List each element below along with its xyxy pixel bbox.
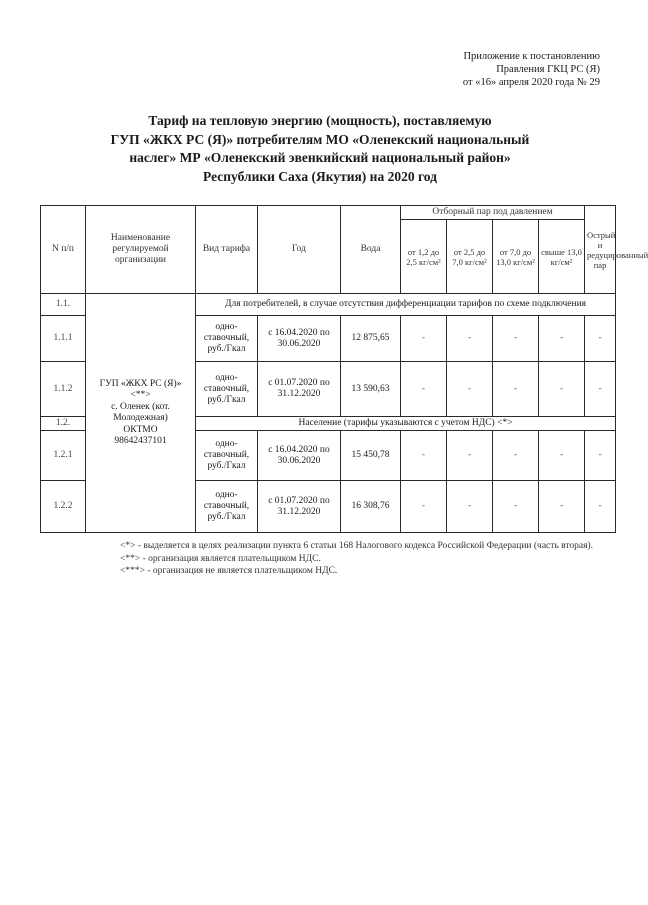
- section-num: 1.2.: [41, 417, 86, 431]
- title-line-3: наслег» МР «Оленекский эвенкийский национальный район»: [129, 150, 511, 165]
- org-cell: [86, 294, 196, 533]
- section-title: Население (тарифы указываются с учетом НДС) <*>: [196, 417, 616, 431]
- steam-2-cell: -: [447, 316, 493, 362]
- header-year: Год: [258, 206, 341, 294]
- footnotes: [60, 540, 605, 578]
- header-row-1: [41, 206, 616, 220]
- section-num: 1.1.: [41, 294, 86, 316]
- steam-1-cell: -: [401, 481, 447, 533]
- steam-4-cell: -: [539, 481, 585, 533]
- header-steam-group: Отборный пар под давлением: [401, 206, 585, 220]
- sharp-steam-cell: -: [585, 316, 616, 362]
- steam-4-cell: -: [539, 431, 585, 481]
- steam-3-cell: -: [493, 362, 539, 417]
- tariff-type-cell: одно-ставочный, руб./Гкал: [196, 431, 258, 481]
- sharp-steam-cell: -: [585, 431, 616, 481]
- footnote-not-vat-payer: <***> - организация не является плательщиком НДС.: [120, 566, 338, 576]
- header-sharp-steam: Острый и редуцированный пар: [585, 206, 616, 294]
- row-num: 1.1.1: [41, 316, 86, 362]
- water-value-cell: 16 308,76: [341, 481, 401, 533]
- steam-4-cell: -: [539, 316, 585, 362]
- section-title: Для потребителей, в случае отсутствия дифференциации тарифов по схеме подключения: [196, 294, 616, 316]
- footnote-vat-allocation: <*> - выделяется в целях реализации пункта 6 статьи 168 Налогового кодекса Российской Федерации (часть вторая).: [120, 541, 594, 551]
- sharp-steam-cell: -: [585, 481, 616, 533]
- tariff-type-cell: одно-ставочный, руб./Гкал: [196, 362, 258, 417]
- water-value-cell: 12 875,65: [341, 316, 401, 362]
- row-num: 1.2.2: [41, 481, 86, 533]
- steam-3-cell: -: [493, 316, 539, 362]
- appendix-line-3: от «16» апреля 2020 года № 29: [462, 77, 600, 88]
- tariff-type-cell: одно-ставочный, руб./Гкал: [196, 316, 258, 362]
- org-oktmo-value: 98642437101: [114, 436, 167, 446]
- tariff-table: [40, 205, 648, 533]
- water-value-cell: 13 590,63: [341, 362, 401, 417]
- water-value-cell: 15 450,78: [341, 431, 401, 481]
- org-name: ГУП «ЖКХ РС (Я)»: [99, 378, 182, 389]
- document-title: [40, 112, 600, 186]
- header-steam-1: от 1,2 до 2,5 кг/см²: [401, 220, 447, 294]
- header-steam-3: от 7,0 до 13,0 кг/см²: [493, 220, 539, 294]
- title-line-4: Республики Саха (Якутия) на 2020 год: [203, 168, 437, 184]
- org-mark: <**>: [130, 390, 151, 400]
- header-water: Вода: [341, 206, 401, 294]
- steam-4-cell: -: [539, 362, 585, 417]
- steam-1-cell: -: [401, 316, 447, 362]
- steam-2-cell: -: [447, 481, 493, 533]
- header-org: Наименование регулируемой организации: [86, 206, 196, 294]
- steam-3-cell: -: [493, 431, 539, 481]
- header-steam-4: свыше 13,0 кг/см²: [539, 220, 585, 294]
- period-cell: с 01.07.2020 по 31.12.2020: [258, 481, 341, 533]
- row-num: 1.2.1: [41, 431, 86, 481]
- period-cell: с 16.04.2020 по 30.06.2020: [258, 431, 341, 481]
- steam-3-cell: -: [493, 481, 539, 533]
- steam-1-cell: -: [401, 362, 447, 417]
- sharp-steam-cell: -: [585, 362, 616, 417]
- steam-2-cell: -: [447, 362, 493, 417]
- org-place: с. Оленек (кот. Молодежная): [111, 401, 170, 423]
- tariff-type-cell: одно-ставочный, руб./Гкал: [196, 481, 258, 533]
- title-line-1: Тариф на тепловую энергию (мощность), поставляемую: [148, 113, 492, 128]
- footnote-vat-payer: <**> - организация является плательщиком НДС.: [120, 553, 321, 564]
- header-num: N п/п: [41, 206, 86, 294]
- row-num: 1.1.2: [41, 362, 86, 417]
- appendix-line-2: Правления ГКЦ РС (Я): [496, 64, 600, 75]
- org-oktmo-label: ОКТМО: [123, 424, 158, 435]
- header-tariff-type: Вид тарифа: [196, 206, 258, 294]
- appendix-header: [463, 50, 600, 89]
- section-row-1-1: [41, 294, 616, 316]
- appendix-line-1: Приложение к постановлению: [463, 51, 600, 62]
- title-line-2: ГУП «ЖКХ РС (Я)» потребителям МО «Оленекский национальный: [110, 131, 530, 147]
- steam-1-cell: -: [401, 431, 447, 481]
- steam-2-cell: -: [447, 431, 493, 481]
- period-cell: с 01.07.2020 по 31.12.2020: [258, 362, 341, 417]
- header-steam-2: от 2,5 до 7,0 кг/см²: [447, 220, 493, 294]
- period-cell: с 16.04.2020 по 30.06.2020: [258, 316, 341, 362]
